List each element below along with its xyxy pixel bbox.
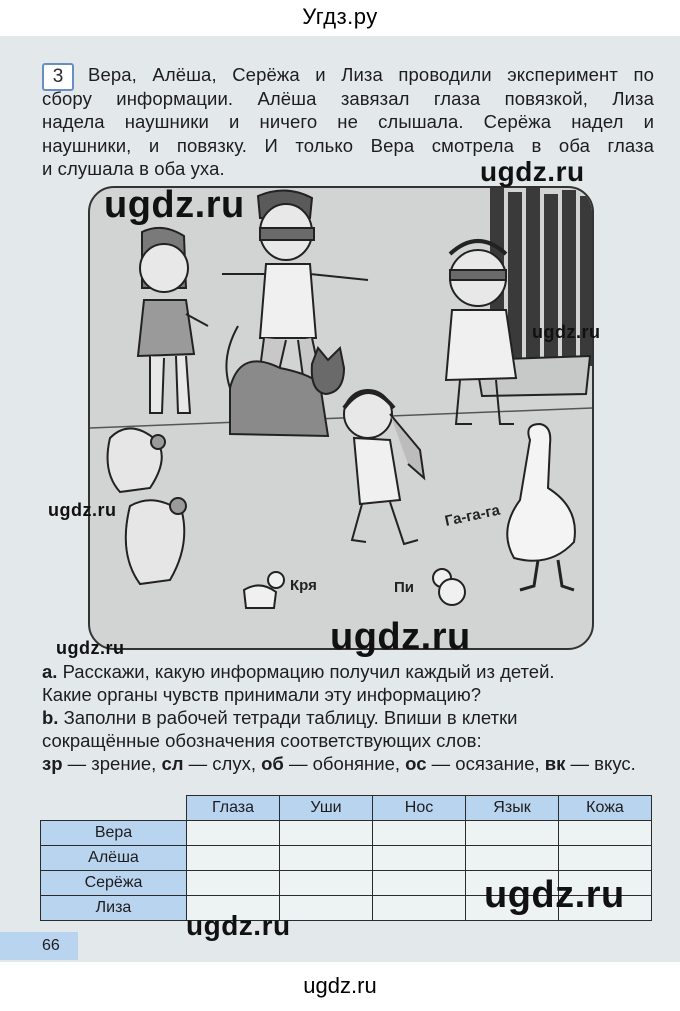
hen-figures [108,428,186,584]
table-cell[interactable] [187,846,280,871]
table-cell[interactable] [373,846,466,871]
table-cell[interactable] [373,896,466,921]
table-header-row [41,796,652,821]
watermark: ugdz.ru [56,638,125,658]
abbreviation-list: зр — зрение, сл — слух, об — обоняние, ос — осязание, вк — вкус. [42,753,636,774]
column-header: Язык [466,796,559,821]
task-text-line-3: надела наушники и ничего не слышала. Серёжа надел и [42,111,654,132]
duckling-figure [244,572,284,608]
watermark: ugdz.ru [104,184,245,226]
site-footer: ugdz.ru [0,962,680,1011]
table-corner [41,796,187,821]
table-cell[interactable] [373,821,466,846]
row-header: Алёша [41,846,187,871]
liza-figure [344,390,424,544]
table-cell[interactable] [280,871,373,896]
column-header: Уши [280,796,373,821]
experiment-illustration [88,186,594,650]
column-header: Кожа [559,796,652,821]
vera-figure [138,228,208,413]
question-b-line-1: b. Заполни в рабочей тетради таблицу. Впиши в клетки [42,707,518,728]
site-header: Угдз.ру [0,0,680,36]
table-cell[interactable] [187,871,280,896]
table-cell[interactable] [466,821,559,846]
table-cell[interactable] [466,846,559,871]
illustration-drawing [90,188,592,648]
row-header: Лиза [41,896,187,921]
seryozha-figure [446,241,516,424]
task-text-line-5: и слушала в оба уха. [42,158,225,179]
task-text-line-1: Вера, Алёша, Серёжа и Лиза проводили эксперимент по [88,64,654,85]
page-number: 66 [0,932,78,960]
watermark: ugdz.ru [330,616,471,658]
watermark: ugdz.ru [484,874,625,916]
duck-sound-label: Кря [290,577,317,594]
table-row [41,846,652,871]
task-text-line-2: сбору информации. Алёша завязал глаза повязкой, Лиза [42,88,654,109]
question-b-line-2: сокращённые обозначения соответствующих слов: [42,730,482,751]
table-cell[interactable] [187,821,280,846]
table-cell[interactable] [280,896,373,921]
task-number-box: 3 [42,63,74,91]
chick-sound-label: Пи [394,579,415,596]
row-header: Вера [41,821,187,846]
watermark: ugdz.ru [480,156,585,187]
table-cell[interactable] [559,821,652,846]
watermark: ugdz.ru [532,322,601,342]
table-cell[interactable] [373,871,466,896]
question-a-line-2: Какие органы чувств принимали эту информацию? [42,684,482,705]
question-a-line-1: a. Расскажи, какую информацию получил каждый из детей. [42,661,555,682]
chick-figure [433,569,465,605]
goose-sound-label: Га-га-га [443,501,502,530]
table-cell[interactable] [559,846,652,871]
column-header: Глаза [187,796,280,821]
column-header: Нос [373,796,466,821]
watermark: ugdz.ru [186,910,291,941]
table-cell[interactable] [280,821,373,846]
table-cell[interactable] [280,846,373,871]
watermark: ugdz.ru [48,500,117,520]
table-row [41,821,652,846]
row-header: Серёжа [41,871,187,896]
goose-figure [507,424,575,590]
task-text-line-4: наушники, и повязку. И только Вера смотрела в оба глаза [42,135,654,156]
